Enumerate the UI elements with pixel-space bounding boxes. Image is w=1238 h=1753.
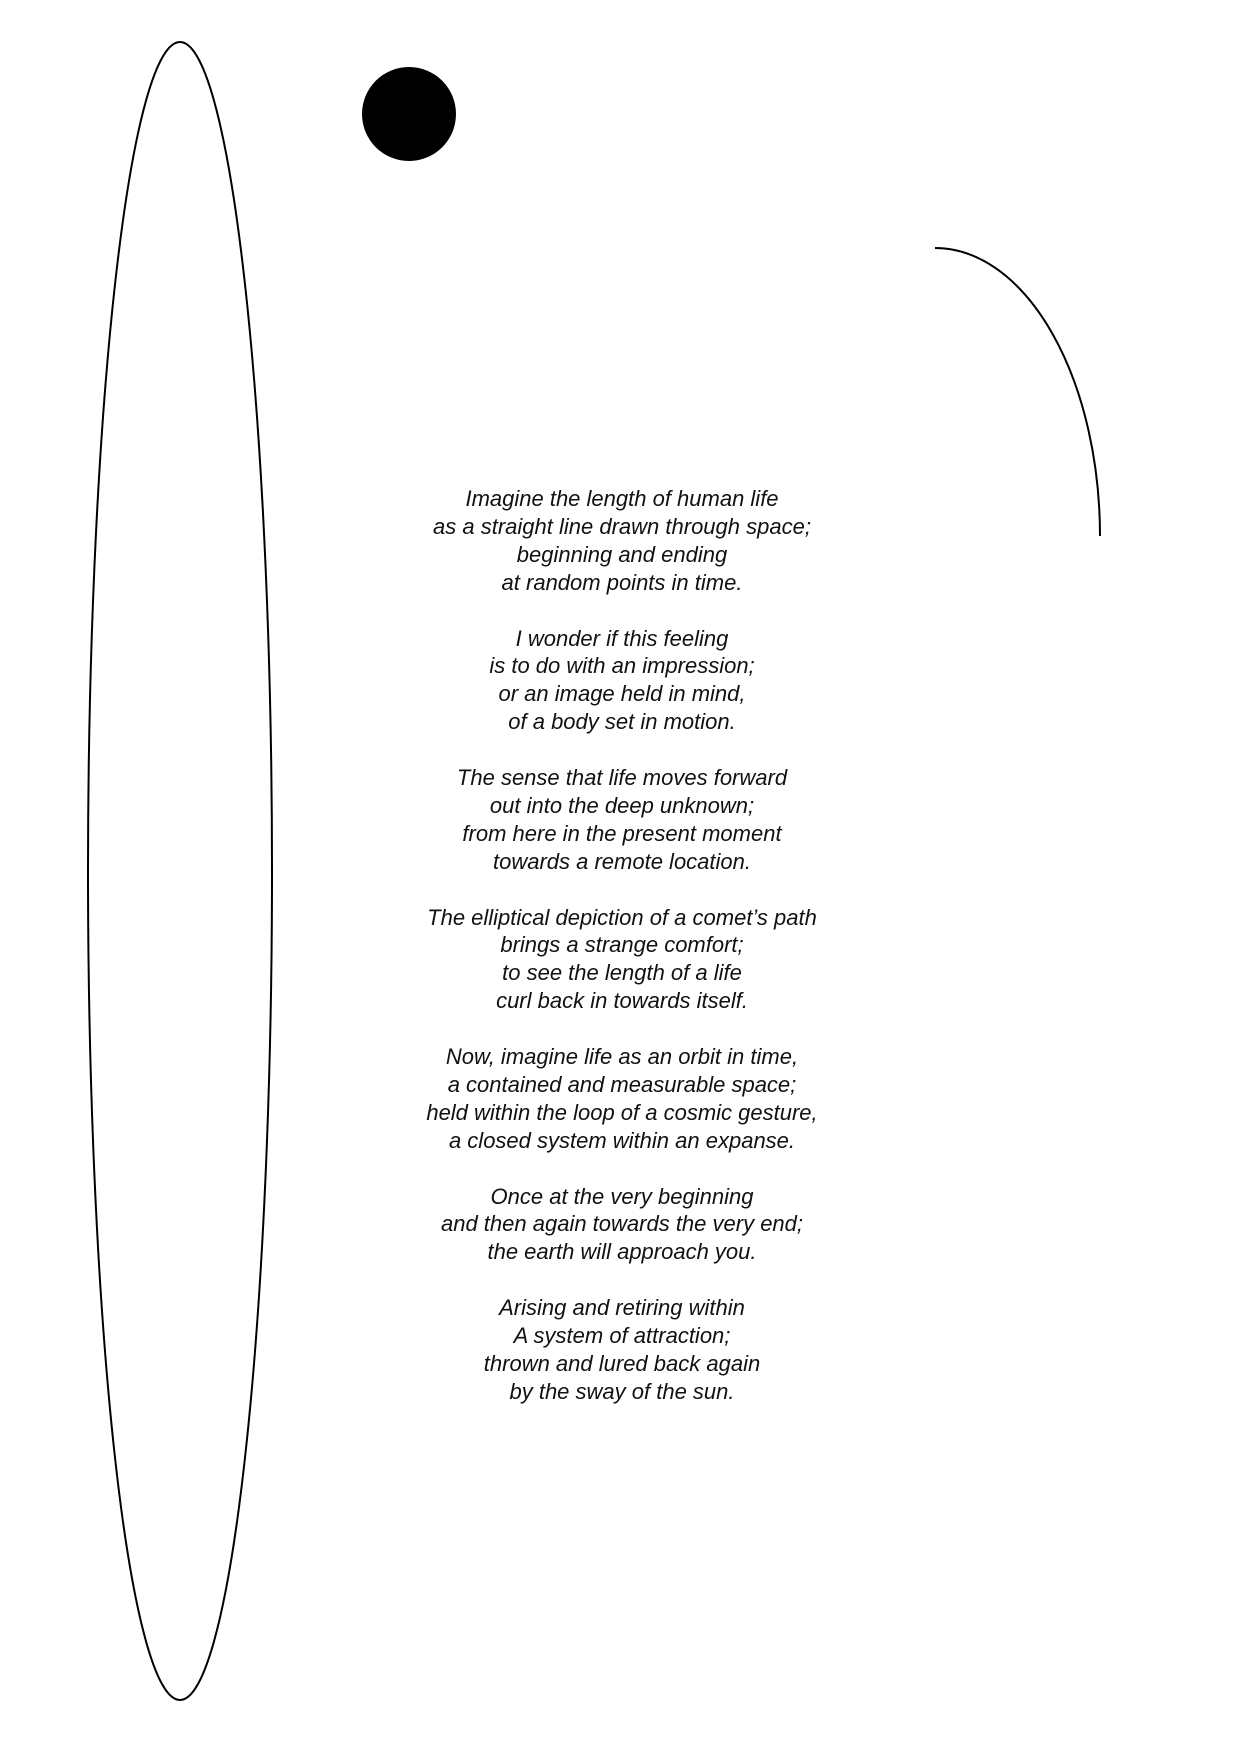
stanza [322, 904, 922, 1016]
stanza [322, 485, 922, 597]
orbit-ellipse [88, 42, 272, 1700]
poem-line: Arising and retiring within [499, 1295, 745, 1321]
stanza [322, 1294, 922, 1406]
stanza [322, 764, 922, 876]
stanza [322, 1183, 922, 1267]
stanza [322, 625, 922, 737]
poem-line: to see the length of a life [502, 960, 742, 986]
arc-curve [935, 248, 1100, 536]
poem-line: Once at the very beginning [490, 1183, 754, 1209]
stanza [322, 1043, 922, 1155]
poem-line: The elliptical depiction of a comet’s path [427, 904, 817, 930]
poem-line: a closed system within an expanse. [448, 1127, 796, 1153]
poem-line: thrown and lured back again [483, 1351, 761, 1376]
poem-line: the earth will approach you. [487, 1239, 757, 1265]
poem-line: beginning and ending [516, 541, 728, 567]
poem-line: towards a remote location. [492, 848, 752, 874]
poem [322, 485, 922, 1434]
poem-line: A system of attraction; [513, 1323, 731, 1349]
poem-line: Imagine the length of human life [465, 486, 779, 511]
poem-line: of a body set in motion. [508, 709, 736, 735]
poem-line: out into the deep unknown; [489, 792, 755, 818]
poem-line: curl back in towards itself. [496, 988, 748, 1014]
filled-circle [362, 67, 456, 161]
poem-line: Now, imagine life as an orbit in time, [445, 1044, 799, 1070]
poem-line: or an image held in mind, [498, 681, 746, 707]
poem-line: held within the loop of a cosmic gesture, [426, 1099, 818, 1125]
poem-line: as a straight line drawn through space; [433, 513, 811, 539]
poem-line: from here in the present moment [462, 820, 782, 846]
poem-line: at random points in time. [501, 569, 743, 595]
poem-line: The sense that life moves forward [456, 765, 788, 791]
poem-line: and then again towards the very end; [440, 1211, 804, 1237]
poem-line: by the sway of the sun. [509, 1378, 735, 1404]
poem-line: brings a strange comfort; [500, 932, 744, 958]
poem-line: a contained and measurable space; [447, 1071, 797, 1097]
poem-line: I wonder if this feeling [515, 625, 729, 651]
poem-line: is to do with an impression; [489, 653, 755, 679]
